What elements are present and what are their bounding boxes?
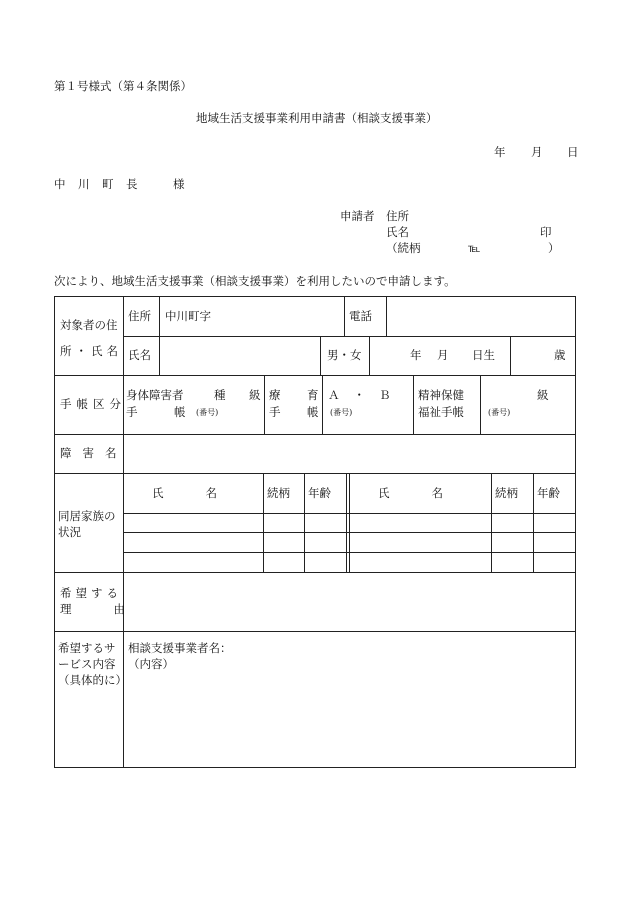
addressee-char: 町 bbox=[102, 177, 114, 191]
subject-label-line1: 対象者の住 bbox=[60, 318, 118, 332]
reason-label-line2: 理由 bbox=[60, 602, 167, 616]
row-divider bbox=[54, 631, 576, 632]
cell-divider bbox=[369, 336, 370, 375]
service-provider-label: 相談支援事業者名： bbox=[128, 641, 232, 655]
document-title: 地域生活支援事業利用申請書（相談支援事業） bbox=[196, 111, 438, 125]
disability-label: 障害名 bbox=[60, 446, 128, 460]
row-divider bbox=[54, 375, 576, 376]
cell-divider bbox=[480, 375, 481, 434]
cell-divider bbox=[386, 296, 387, 336]
cell-divider bbox=[349, 473, 350, 572]
cell-divider bbox=[344, 296, 345, 336]
subject-address-label: 住所 bbox=[128, 309, 151, 323]
subject-address-value[interactable]: 中川町字 bbox=[165, 309, 211, 323]
physical-kind: 種 bbox=[214, 388, 226, 402]
sex-selector[interactable]: 男・女 bbox=[327, 348, 362, 362]
cell-divider bbox=[263, 473, 264, 572]
seal-mark: 印 bbox=[540, 225, 552, 239]
mental-grade: 級 bbox=[537, 388, 549, 402]
cell-divider bbox=[159, 296, 160, 336]
subject-name-label: 氏名 bbox=[128, 348, 151, 362]
addressee-char: 長 bbox=[126, 177, 138, 191]
date-month: 月 bbox=[531, 145, 543, 159]
label-column-divider bbox=[123, 296, 124, 768]
applicant-address-label: 住所 bbox=[386, 209, 409, 223]
addressee-char: 川 bbox=[78, 177, 90, 191]
cell-divider bbox=[322, 375, 323, 434]
cell-divider bbox=[413, 375, 414, 434]
mental-number: (番号) bbox=[488, 408, 511, 417]
service-label-line2: ービス内容 bbox=[58, 657, 116, 671]
physical-number: (番号) bbox=[196, 408, 219, 417]
handbook-label: 手帳区分 bbox=[60, 397, 126, 411]
ryoiku-number: (番号) bbox=[330, 408, 353, 417]
family-col-name: 氏名 bbox=[152, 486, 259, 500]
row-divider bbox=[54, 473, 576, 474]
applicant-label: 申請者 bbox=[340, 209, 375, 223]
ryoiku-grade-ab[interactable]: Ａ・Ｂ bbox=[328, 388, 405, 402]
cell-divider bbox=[510, 336, 511, 375]
date-year: 年 bbox=[494, 145, 506, 159]
mental-handbook-line1: 精神保健 bbox=[418, 388, 464, 402]
family-col-name: 氏名 bbox=[378, 486, 485, 500]
row-divider bbox=[54, 572, 576, 573]
addressee-char: 中 bbox=[54, 177, 66, 191]
family-col-relation: 続柄 bbox=[495, 486, 518, 500]
physical-handbook-char: 帳 bbox=[174, 405, 186, 419]
physical-handbook-line1: 身体障害者 bbox=[126, 388, 184, 402]
family-col-age: 年齢 bbox=[308, 486, 331, 500]
cell-divider bbox=[533, 473, 534, 572]
physical-handbook-char: 手 bbox=[126, 405, 138, 419]
cell-divider bbox=[264, 375, 265, 434]
applicant-name-label: 氏名 bbox=[386, 225, 409, 239]
date-day: 日 bbox=[567, 145, 579, 159]
ryoiku-char: 帳 bbox=[307, 405, 319, 419]
family-col-relation: 続柄 bbox=[267, 486, 290, 500]
family-label-line1: 同居家族の bbox=[58, 509, 116, 523]
subject-phone-label: 電話 bbox=[349, 309, 372, 323]
family-col-age: 年齢 bbox=[537, 486, 560, 500]
cell-divider bbox=[304, 473, 305, 572]
service-content-label: （内容） bbox=[128, 657, 174, 671]
birth-year: 年 bbox=[410, 348, 422, 362]
reason-label-line1: 希望する bbox=[60, 586, 122, 600]
service-label-line1: 希望するサ bbox=[58, 641, 116, 655]
form-number: 第１号様式（第４条関係） bbox=[54, 79, 192, 93]
service-label-line3: （具体的に） bbox=[58, 673, 127, 687]
cell-divider bbox=[346, 473, 347, 572]
row-divider bbox=[54, 434, 576, 435]
cell-divider bbox=[159, 336, 160, 375]
applicant-relation-open: （続柄 bbox=[386, 241, 421, 255]
intro-text: 次により、地域生活支援事業（相談支援事業）を利用したいので申請します。 bbox=[54, 274, 456, 288]
applicant-relation-close: ） bbox=[548, 241, 560, 255]
ryoiku-char: 手 bbox=[269, 405, 281, 419]
cell-divider bbox=[320, 336, 321, 375]
ryoiku-char: 育 bbox=[307, 388, 319, 402]
row-divider bbox=[123, 336, 576, 337]
applicant-tel: ℡ bbox=[468, 241, 481, 255]
cell-divider bbox=[491, 473, 492, 572]
age-unit: 歳 bbox=[554, 348, 566, 362]
mental-handbook-line2: 福祉手帳 bbox=[418, 405, 464, 419]
family-label-line2: 状況 bbox=[58, 525, 81, 539]
birth-day: 日生 bbox=[472, 348, 495, 362]
subject-label-line2: 所・氏名 bbox=[60, 344, 122, 358]
birth-month: 月 bbox=[437, 348, 449, 362]
ryoiku-char: 療 bbox=[269, 388, 281, 402]
physical-grade: 級 bbox=[249, 388, 261, 402]
addressee-honorific: 様 bbox=[173, 177, 185, 191]
